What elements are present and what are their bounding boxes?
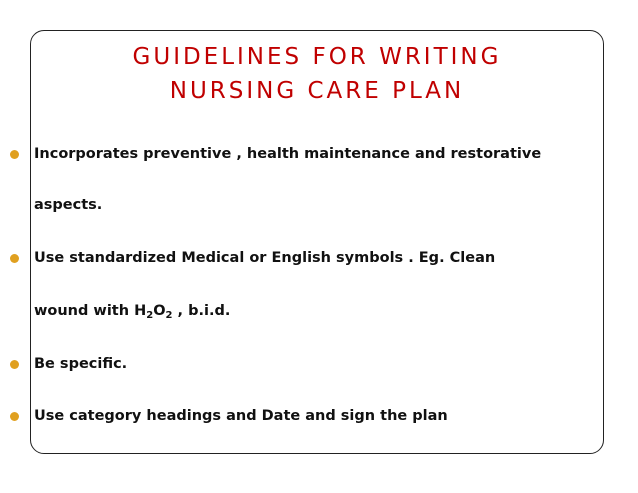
slide-title xyxy=(30,40,604,108)
bullet-dot-icon xyxy=(10,254,19,263)
b2-subscript-2: 2 xyxy=(165,310,173,321)
bullet-dot-icon xyxy=(10,360,19,369)
bullet-dot-icon xyxy=(10,150,19,159)
bullet-3-text: Be specific. xyxy=(34,356,128,372)
bullet-dot-icon xyxy=(10,412,19,421)
b2-subscript-1: 2 xyxy=(146,310,154,321)
b2-mid: O xyxy=(153,303,166,319)
b2-post: , b.i.d. xyxy=(172,303,231,319)
b2-pre: wound with H xyxy=(34,303,147,319)
bullet-1-text: Incorporates preventive , health maintenance and restorative xyxy=(34,146,542,162)
bullet-1-continuation: aspects. xyxy=(34,197,103,213)
title-line-1: GUIDELINES FOR WRITING xyxy=(132,44,502,70)
bullet-2-continuation xyxy=(34,301,230,326)
bullet-4-text: Use category headings and Date and sign the plan xyxy=(34,408,448,424)
title-line-2: NURSING CARE PLAN xyxy=(169,78,465,104)
bullet-2-text: Use standardized Medical or English symbols . Eg. Clean xyxy=(34,250,496,266)
